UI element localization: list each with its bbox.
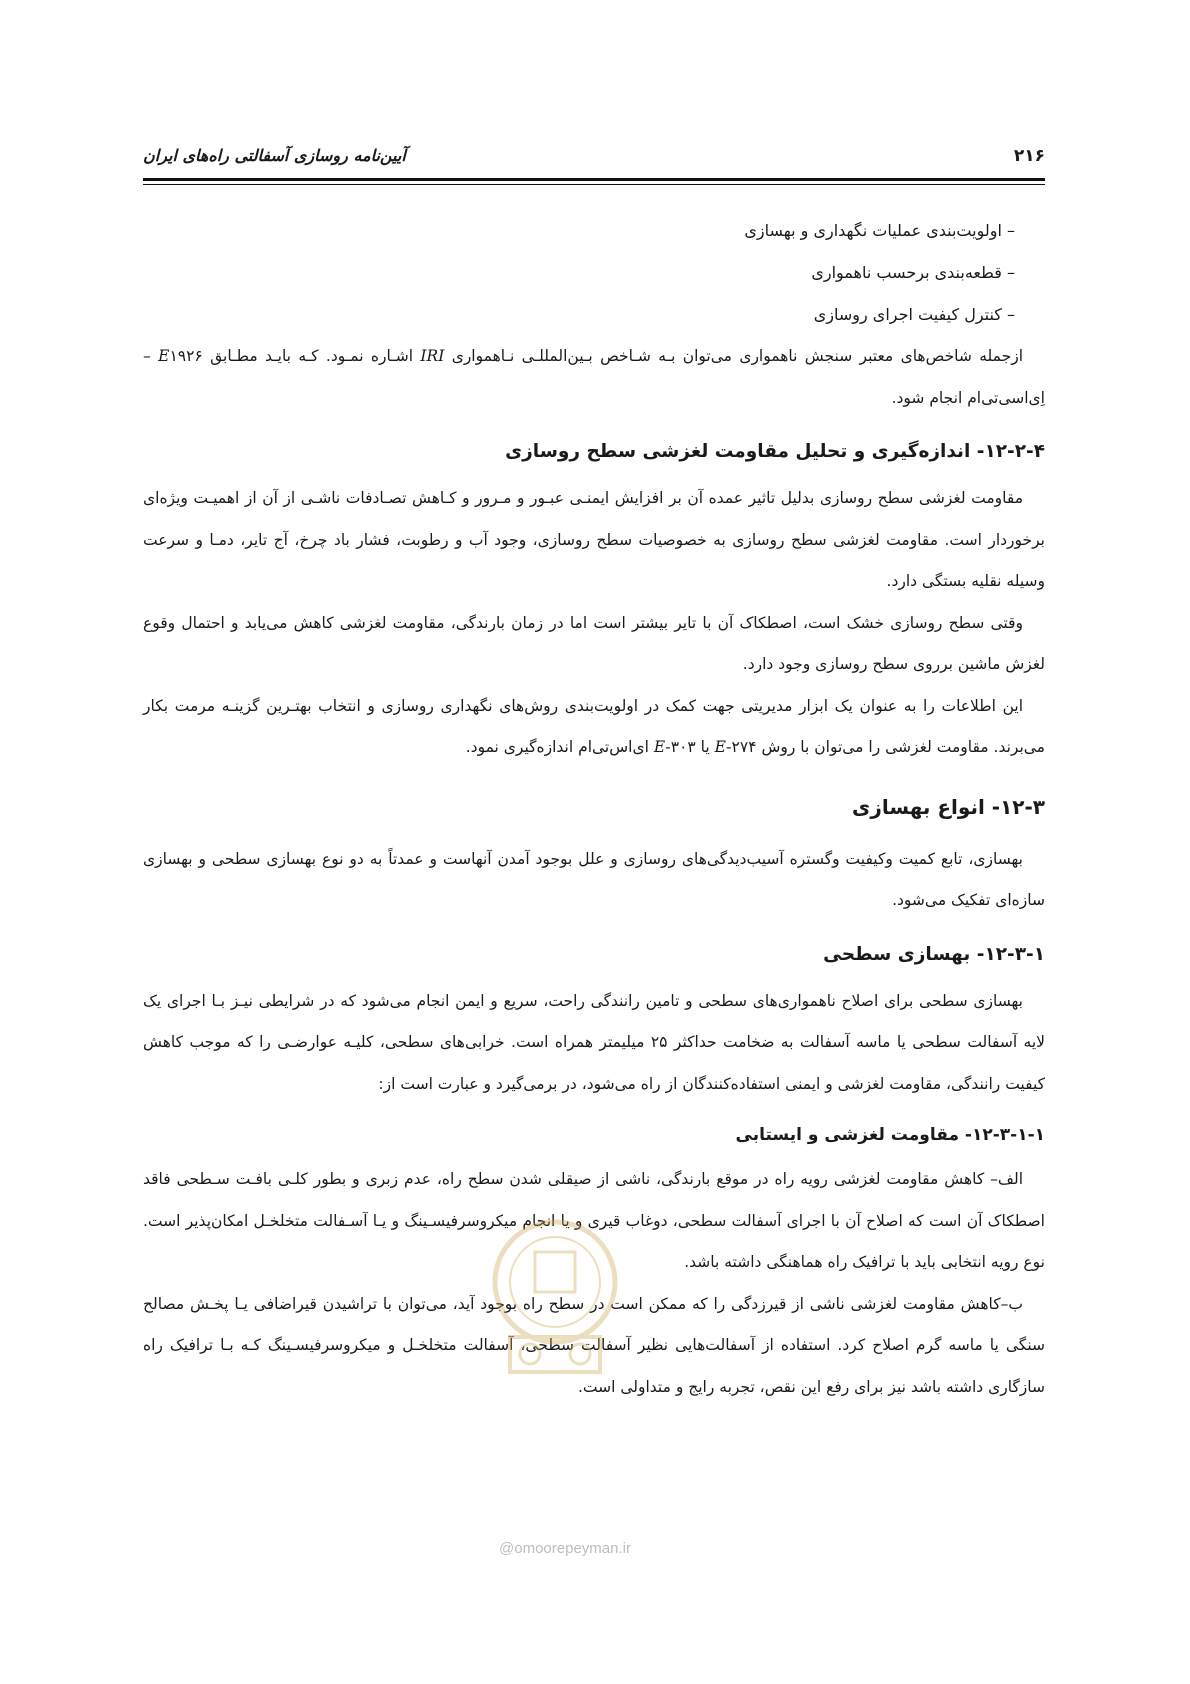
iri-term: IRI — [420, 347, 445, 365]
paragraph: ب–کاهش مقاومت لغزشی ناشی از قیرزدگی را که ممکن است در سطح راه بوجود آید، می‌توان با تراشیدن قیراضافی یـا پخـش مصالح سنگی یا ماسه گرم اصلاح کرد. استفاده از آسفالت‌هایی نظیر آسفالت سطحی، آسفالت متخلخـل و میکروسرفیسـینگ کـه بـا ترافیک راه سازگاری داشته باشد نیز برای رفع این نقص، تجربه رایج و متداولی است. — [143, 1294, 1045, 1396]
page-number: ۲۱۶ — [1013, 146, 1045, 166]
list-item: – قطعه‌بندی برحسب ناهمواری — [811, 263, 1015, 282]
list-item: – اولویت‌بندی عملیات نگهداری و بهسازی — [744, 221, 1015, 240]
list-item: – کنترل کیفیت اجرای روسازی — [813, 305, 1015, 324]
paragraph: بهسازی سطحی برای اصلاح ناهمواری‌های سطحی و تامین رانندگی راحت، سریع و ایمن انجام می‌شود که در شرایطی نیـز بـا اجرای یک لایه آسفالت سطحی یا ماسه آسفالت به ضخامت حداکثر ۲۵ میلیمتر همراه است. خرابی‌های سطحی، کلیـه عوارضـی را که موجب کاهش کیفیت رانندگی، مقاومت لغزشی و ایمنی استفاده‌کنندگان از راه می‌شود، در برمی‌گیرد و عبارت است از: — [143, 991, 1046, 1093]
header-rule-thin — [143, 184, 1045, 185]
watermark-seal-icon — [475, 1212, 635, 1382]
paragraph: این اطلاعات را به عنوان یک ابزار مدیریتی جهت کمک در اولویت‌بندی روش‌های نگهداری روسازی و انتخاب بهتـرین گزینـه مرمت بکار می‌برند. مقاومت لغزشی را می‌توان با روش E-۲۷۴ یا E-۳۰۳ ای‌اس‌تی‌ام اندازه‌گیری نمود. — [143, 696, 1045, 756]
running-title: آیین‌نامه روسازی آسفالتی راه‌های ایران — [143, 146, 406, 165]
paragraph: الف– کاهش مقاومت لغزشی رویه راه در موقع بارندگی، ناشی از صیقلی شدن سطح راه، عدم زبری و بطور کلـی بافـت سـطحی فاقد اصطکاک آن است که اصلاح آن با اجرای آسفالت سطحی، دوغاب قیری و یا انجام میکروسرفیسـینگ و یـا آسـفالت متخلخـل امکان‌پذیر است. نوع رویه انتخابی باید با ترافیک راه هماهنگی داشته باشد. — [143, 1170, 1045, 1271]
standard-letter: E — [158, 347, 170, 365]
page-header — [143, 146, 1045, 174]
section-heading-12-3-1: ۱۲-۳-۱- بهسازی سطحی — [823, 943, 1045, 965]
paragraph: بهسازی، تابع کمیت وکیفیت وگستره آسیب‌دیدگی‌های روسازی و علل بوجود آمدن آنهاست و عمدتاً به دو نوع بهسازی سطحی و بهسازی سازه‌ای تفکیک می‌شود. — [143, 849, 1045, 909]
intro-bullet-list — [143, 210, 1045, 336]
paragraph: مقاومت لغزشی سطح روسازی بدلیل تاثیر عمده آن بر افزایش ایمنـی عبـور و مـرور و کـاهش تصـادفات ناشـی از آن از اهمیـت ویژه‌ای برخوردار است. مقاومت لغزشی سطح روسازی به خصوصیات سطح روسازی، وجود آب و رطوبت، فشار باد چرخ، آج تایر، دمـا و سرعت وسیله نقلیه بستگی دارد. — [143, 489, 1045, 590]
section-heading-12-3: ۱۲-۳- انواع بهسازی — [852, 794, 1045, 819]
paragraph: وقتی سطح روسازی خشک است، اصطکاک آن با تایر بیشتر است اما در زمان بارندگی، مقاومت لغزشی کاهش می‌یابد و احتمال وقوع لغزش ماشین برروی سطح روسازی وجود دارد. — [143, 613, 1045, 673]
intro-paragraph: ازجمله شاخص‌های معتبر سنجش ناهمواری می‌توان بـه شـاخص بـین‌المللـی نـاهمواری IRI اشـاره نمـود. کـه بایـد مطـابق E۱۹۲۶ – اِی‌اسی‌تی‌ام انجام شود. — [143, 347, 1045, 407]
standard-letter: E — [653, 738, 666, 756]
header-rule-thick — [143, 178, 1045, 181]
watermark-url: @omoorepeyman.ir — [499, 1540, 631, 1557]
standard-letter: E — [714, 738, 726, 756]
section-heading-12-2-4: ۱۲-۲-۴- اندازه‌گیری و تحلیل مقاومت لغزشی سطح روسازی — [505, 441, 1045, 462]
section-heading-12-3-1-1: ۱۲-۳-۱-۱- مقاومت لغزشی و ایستابی — [735, 1125, 1045, 1145]
